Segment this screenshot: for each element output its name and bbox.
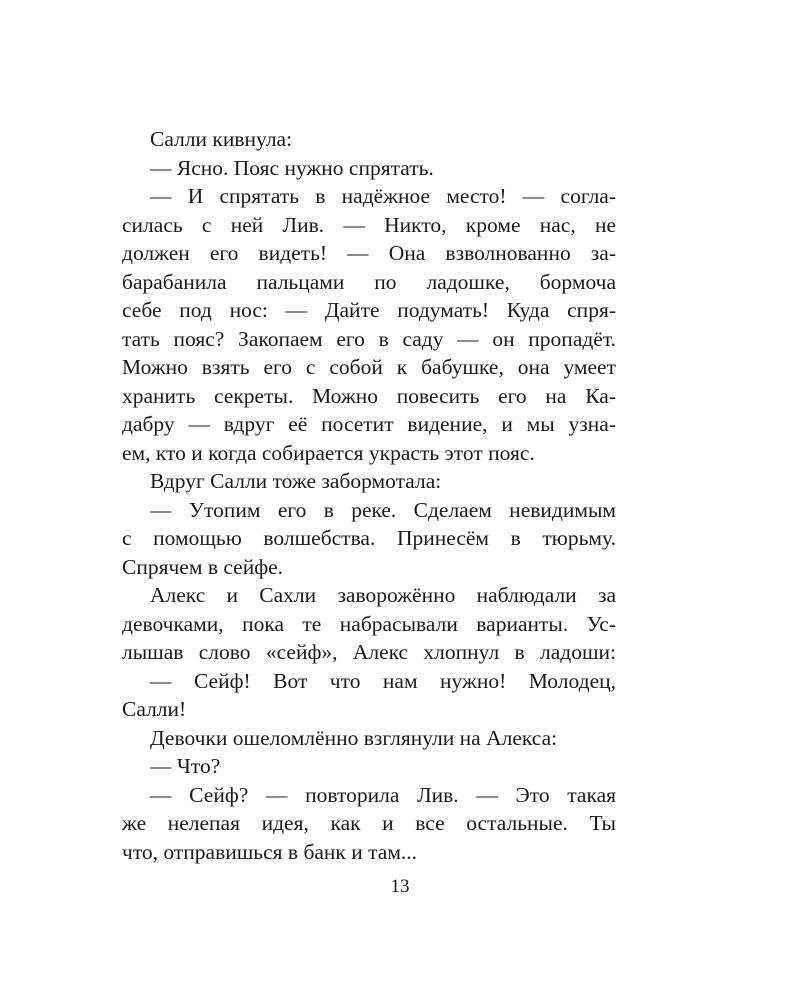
text-line: — Что?	[150, 754, 221, 778]
text-line: Алекс и Сахли заворожённо наблюдали за	[150, 583, 616, 607]
text-line: — Сейф? — повторила Лив. — Это такая	[150, 782, 616, 807]
text-line: девочками, пока те набрасывали варианты. Ус-	[122, 611, 616, 636]
text-line: должен его видеть! — Она взволнованно за-	[122, 241, 616, 265]
text-line: Спрячем в сейфе.	[122, 554, 284, 579]
text-line: — И спрятать в надёжное место! — согла-	[150, 184, 616, 208]
text-line: себе под нос: — Дайте подумать! Куда спря-	[122, 298, 616, 322]
text-line: с помощью волшебства. Принесём в тюрьму.	[122, 526, 616, 550]
text-line: лышав слово «сейф», Алекс хлопнул в ладоши:	[122, 640, 616, 664]
text-line: барабанила пальцами по ладошке, бормоча	[122, 269, 616, 294]
text-line: Вдруг Салли тоже забормотала:	[150, 469, 442, 493]
text-line: Салли!	[122, 697, 187, 721]
text-line: Салли кивнула:	[150, 127, 293, 151]
text-line: дабру — вдруг её посетит видение, и мы узна-	[122, 412, 616, 436]
text-line: хранить секреты. Можно повесить его на Ка-	[122, 383, 616, 408]
text-line: Можно взять его с собой к бабушке, она умеет	[122, 355, 616, 379]
text-line: силась с ней Лив. — Никто, кроме нас, не	[122, 212, 616, 237]
text-line: Девочки ошеломлённо взглянули на Алекса:	[150, 725, 558, 750]
page-number: 13	[390, 876, 410, 897]
text-line: — Утопим его в реке. Сделаем невидимым	[150, 497, 616, 522]
text-line: — Ясно. Пояс нужно спрятать.	[150, 155, 434, 180]
text-line: ем, кто и когда собирается украсть этот пояс.	[122, 440, 535, 465]
text-line: же нелепая идея, как и все остальные. Ты	[122, 811, 616, 835]
text-line: тать пояс? Закопаем его в саду — он пропадёт.	[122, 326, 616, 351]
text-line: что, отправишься в банк и там...	[122, 839, 418, 864]
body-text	[122, 125, 616, 866]
text-line: — Сейф! Вот что нам нужно! Молодец,	[150, 668, 616, 693]
